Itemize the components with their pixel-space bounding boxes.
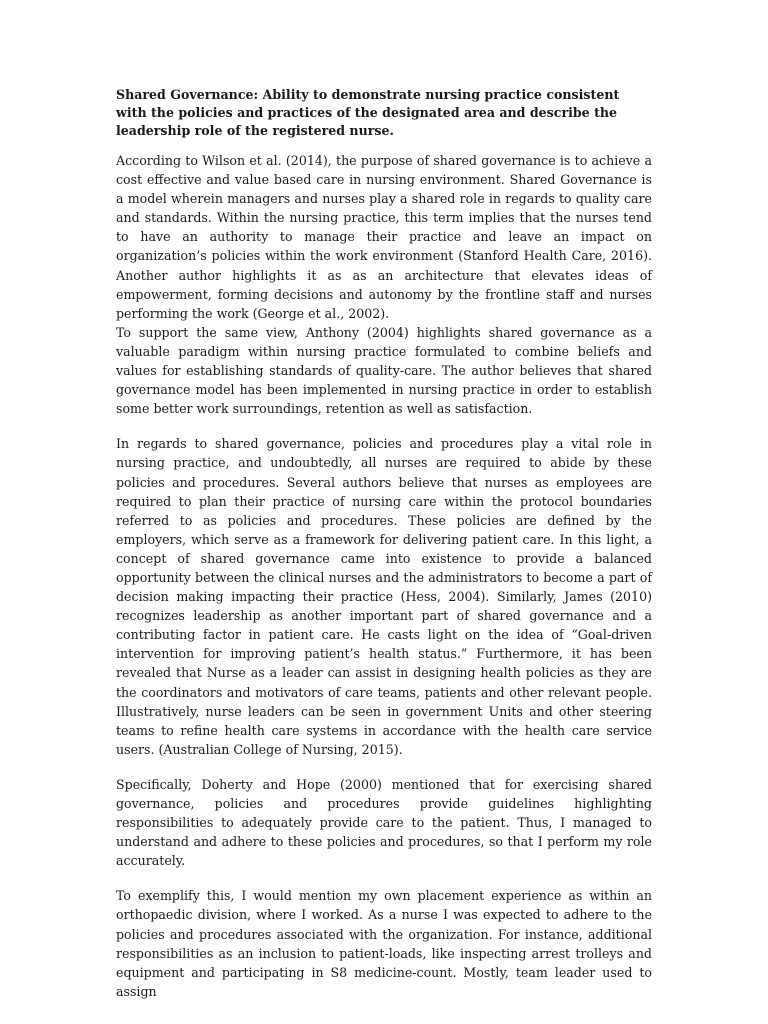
section-heading: Shared Governance: Ability to demonstrate nursing practice consistent with the policies and practices of the designated area and describe the leadership role of the registered nurse.: [116, 87, 620, 138]
paragraph-5: To exemplify this, I would mention my own placement experience as within an orthopaedic division, where I worked. As a nurse I was expected to adhere to the policies and procedures associated with the organization. For instance, additional responsibilities as an inclusion to patient-loads, like inspecting arrest trolleys and equipment and participating in S8 medicine-count. Mostly, team leader used to assign: [116, 888, 652, 999]
paragraph-4: Specifically, Doherty and Hope (2000) mentioned that for exercising shared governance, policies and procedures provide guidelines highlighting responsibilities to adequately provide care to the patient. Thus, I managed to understand and adhere to these policies and procedures, so that I perform my role accurately.: [116, 776, 652, 869]
document-page: [116, 86, 652, 1017]
paragraph-3: In regards to shared governance, policies and procedures play a vital role in nursing practice, and undoubtedly, all nurses are required to abide by these policies and procedures. Several authors believe that nurses as employees are required to plan their practice of nursing care within the protocol boundaries referred to as policies and procedures. These policies are defined by the employers, which serve as a framework for delivering patient care. In this light, a concept of shared governance came into existence to provide a balanced opportunity between the clinical nurses and the administrators to become a part of decision making impacting their practice (Hess, 2004). Similarly, James (2010) recognizes leadership as another important part of shared governance and a contributing factor in patient care. He casts light on the idea of “Goal-driven intervention for improving patient’s health status.” Furthermore, it has been revealed that Nurse as a leader can assist in designing health policies as they are the coordinators and motivators of care teams, patients and other relevant people. Illustratively, nurse leaders can be seen in government Units and other steering teams to refine health care systems in accordance with the health care service users. (Australian College of Nursing, 2015).: [116, 436, 652, 757]
paragraph-2: To support the same view, Anthony (2004) highlights shared governance as a valuable paradigm within nursing practice formulated to combine beliefs and values for establishing standards of quality-care. The author believes that shared governance model has been implemented in nursing practice in order to establish some better work surroundings, retention as well as satisfaction.: [116, 324, 652, 417]
paragraph-1: According to Wilson et al. (2014), the purpose of shared governance is to achieve a cost effective and value based care in nursing environment. Shared Governance is a model wherein managers and nurses play a shared role in regards to quality care and standards. Within the nursing practice, this term implies that the nurses tend to have an authority to manage their practice and leave an impact on organization’s policies within the work environment (Stanford Health Care, 2016). Another author highlights it as as an architecture that elevates ideas of empowerment, forming decisions and autonomy by the frontline staff and nurses performing the work (George et al., 2002).: [116, 153, 652, 321]
